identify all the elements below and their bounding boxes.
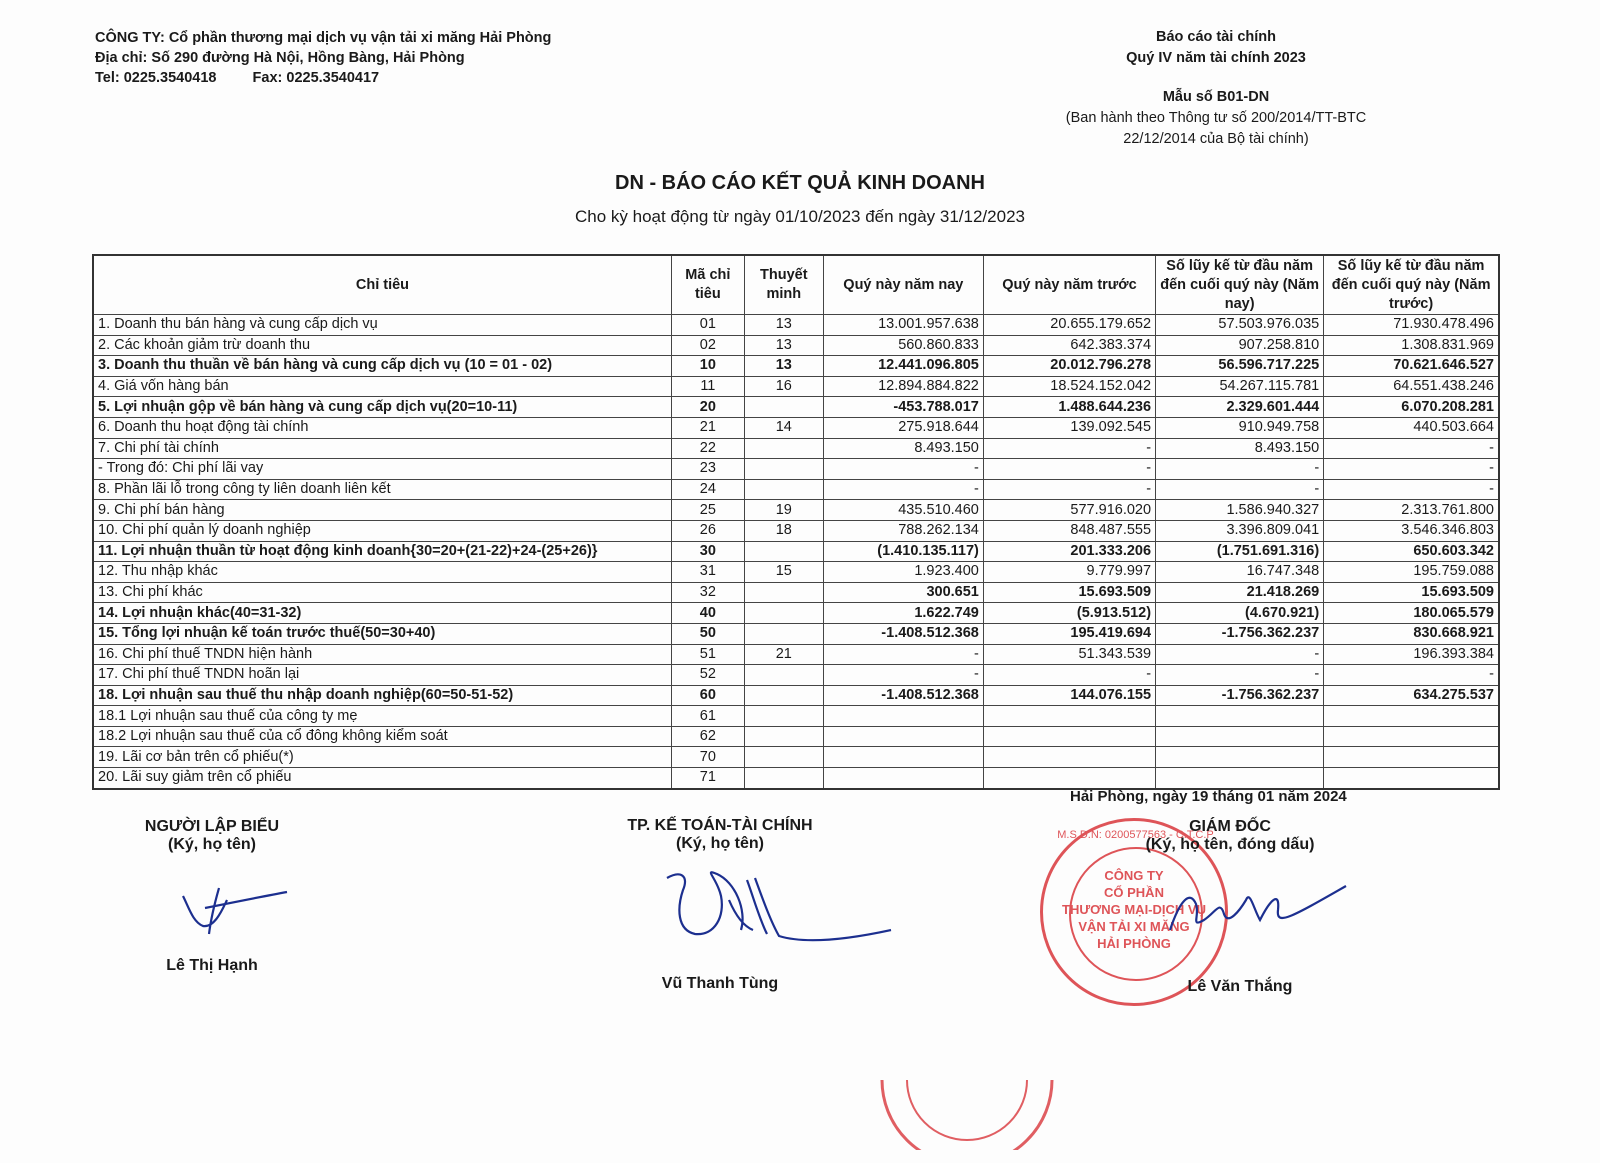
row-quarter-previous: 848.487.555 [983, 520, 1155, 541]
row-code: 25 [671, 500, 744, 521]
report-period-range: Cho kỳ hoạt động từ ngày 01/10/2023 đến ngày 31/12/2023 [575, 207, 1025, 226]
row-ytd-current: - [1156, 479, 1324, 500]
director-name: Lê Văn Thắng [1187, 978, 1293, 995]
row-code: 71 [671, 768, 744, 789]
row-quarter-previous: (5.913.512) [983, 603, 1155, 624]
row-code: 11 [671, 376, 744, 397]
row-label: 4. Giá vốn hàng bán [93, 376, 671, 397]
row-ytd-previous [1324, 747, 1499, 768]
row-note: 16 [744, 376, 823, 397]
row-label: 9. Chi phí bán hàng [93, 500, 671, 521]
row-label: 11. Lợi nhuận thuần từ hoạt động kinh doanh{30=20+(21-22)+24-(25+26)} [93, 541, 671, 562]
preparer-name: Lê Thị Hạnh [166, 957, 258, 974]
row-quarter-current [823, 747, 983, 768]
row-quarter-previous: 577.916.020 [983, 500, 1155, 521]
table-row [93, 603, 1499, 624]
accountant-block [600, 817, 840, 853]
table-row [93, 376, 1499, 397]
row-label: - Trong đó: Chi phí lãi vay [93, 459, 671, 480]
row-ytd-current: -1.756.362.237 [1156, 623, 1324, 644]
row-note [744, 747, 823, 768]
table-row [93, 747, 1499, 768]
row-quarter-previous: 201.333.206 [983, 541, 1155, 562]
row-quarter-previous: 51.343.539 [983, 644, 1155, 665]
row-ytd-current: 8.493.150 [1156, 438, 1324, 459]
row-quarter-current: - [823, 665, 983, 686]
preparer-signature [175, 878, 295, 938]
row-label: 12. Thu nhập khác [93, 562, 671, 583]
table-row [93, 315, 1499, 336]
row-note: 13 [744, 315, 823, 336]
row-ytd-previous: 70.621.646.527 [1324, 356, 1499, 377]
row-code: 31 [671, 562, 744, 583]
row-ytd-previous: 15.693.509 [1324, 582, 1499, 603]
row-code: 23 [671, 459, 744, 480]
row-code: 30 [671, 541, 744, 562]
report-type: Báo cáo tài chính [1155, 29, 1277, 45]
row-quarter-previous: 18.524.152.042 [983, 376, 1155, 397]
row-code: 01 [671, 315, 744, 336]
seal-line: HẢI PHÒNG [1097, 936, 1171, 951]
row-ytd-previous: 195.759.088 [1324, 562, 1499, 583]
row-code: 10 [671, 356, 744, 377]
column-header: Quý này năm trước [983, 255, 1155, 315]
row-label: 19. Lãi cơ bản trên cổ phiếu(*) [93, 747, 671, 768]
row-note [744, 726, 823, 747]
table-row [93, 438, 1499, 459]
row-ytd-current [1156, 747, 1324, 768]
row-note [744, 459, 823, 480]
row-quarter-previous: - [983, 459, 1155, 480]
table-row [93, 768, 1499, 789]
table-row [93, 459, 1499, 480]
row-note: 19 [744, 500, 823, 521]
row-ytd-current: 2.329.601.444 [1156, 397, 1324, 418]
row-note [744, 438, 823, 459]
row-label: 16. Chi phí thuế TNDN hiện hành [93, 644, 671, 665]
preparer-title: NGƯỜI LẬP BIỂU [144, 818, 280, 835]
row-quarter-previous: - [983, 438, 1155, 459]
seal-line: CỔ PHẦN [1104, 885, 1164, 900]
row-ytd-current [1156, 706, 1324, 727]
row-quarter-current: 12.894.884.822 [823, 376, 983, 397]
table-row [93, 335, 1499, 356]
row-quarter-current: (1.410.135.117) [823, 541, 983, 562]
row-ytd-previous: - [1324, 479, 1499, 500]
row-quarter-previous: 195.419.694 [983, 623, 1155, 644]
row-ytd-current: -1.756.362.237 [1156, 685, 1324, 706]
row-label: 15. Tổng lợi nhuận kế toán trước thuế(50=30+40) [93, 623, 671, 644]
row-note: 14 [744, 417, 823, 438]
row-code: 24 [671, 479, 744, 500]
row-code: 32 [671, 582, 744, 603]
row-quarter-previous: 9.779.997 [983, 562, 1155, 583]
row-label: 14. Lợi nhuận khác(40=31-32) [93, 603, 671, 624]
table-row [93, 541, 1499, 562]
row-quarter-previous [983, 706, 1155, 727]
row-quarter-current: 13.001.957.638 [823, 315, 983, 336]
row-ytd-current: 16.747.348 [1156, 562, 1324, 583]
row-quarter-current: 300.651 [823, 582, 983, 603]
row-note [744, 479, 823, 500]
row-note [744, 685, 823, 706]
row-quarter-current: 1.923.400 [823, 562, 983, 583]
row-label: 8. Phần lãi lỗ trong công ty liên doanh liên kết [93, 479, 671, 500]
row-note: 15 [744, 562, 823, 583]
row-note: 13 [744, 356, 823, 377]
income-statement-table [92, 254, 1500, 790]
row-ytd-previous: 2.313.761.800 [1324, 500, 1499, 521]
row-quarter-current: 8.493.150 [823, 438, 983, 459]
row-label: 18. Lợi nhuận sau thuế thu nhập doanh nghiệp(60=50-51-52) [93, 685, 671, 706]
row-label: 18.1 Lợi nhuận sau thuế của công ty mẹ [93, 706, 671, 727]
row-quarter-current: 788.262.134 [823, 520, 983, 541]
seal-line: VẬN TẢI XI MĂNG [1078, 919, 1190, 934]
row-quarter-previous: - [983, 665, 1155, 686]
row-label: 18.2 Lợi nhuận sau thuế của cổ đông không kiểm soát [93, 726, 671, 747]
preparer-block [112, 818, 312, 854]
row-quarter-current: 1.622.749 [823, 603, 983, 624]
row-ytd-previous: 196.393.384 [1324, 644, 1499, 665]
row-note [744, 768, 823, 789]
table-row [93, 623, 1499, 644]
row-code: 70 [671, 747, 744, 768]
report-meta [1036, 27, 1396, 150]
accountant-note: (Ký, họ tên) [676, 835, 764, 852]
director-block [1120, 818, 1340, 854]
row-ytd-current: 910.949.758 [1156, 417, 1324, 438]
table-row [93, 500, 1499, 521]
table-row [93, 397, 1499, 418]
row-code: 50 [671, 623, 744, 644]
form-number: Mẫu số B01-DN [1162, 89, 1270, 105]
row-ytd-previous: 1.308.831.969 [1324, 335, 1499, 356]
table-row [93, 665, 1499, 686]
row-ytd-previous: - [1324, 459, 1499, 480]
row-label: 20. Lãi suy giảm trên cổ phiếu [93, 768, 671, 789]
row-label: 2. Các khoản giảm trừ doanh thu [93, 335, 671, 356]
partial-seal-bottom [872, 1080, 1062, 1150]
preparer-note: (Ký, họ tên) [168, 836, 256, 853]
row-note: 21 [744, 644, 823, 665]
row-code: 60 [671, 685, 744, 706]
row-quarter-previous: 20.655.179.652 [983, 315, 1155, 336]
row-code: 40 [671, 603, 744, 624]
row-ytd-current: - [1156, 665, 1324, 686]
row-code: 51 [671, 644, 744, 665]
column-header: Chỉ tiêu [93, 255, 671, 315]
row-code: 62 [671, 726, 744, 747]
table-row [93, 706, 1499, 727]
company-fax: Fax: 0225.3540417 [252, 70, 380, 86]
row-quarter-previous [983, 747, 1155, 768]
row-code: 02 [671, 335, 744, 356]
report-title: DN - BÁO CÁO KẾT QUẢ KINH DOANH [615, 172, 985, 194]
row-code: 20 [671, 397, 744, 418]
row-quarter-previous: 20.012.796.278 [983, 356, 1155, 377]
table-row [93, 356, 1499, 377]
row-ytd-current: 56.596.717.225 [1156, 356, 1324, 377]
table-row [93, 726, 1499, 747]
table-body [93, 315, 1499, 789]
row-code: 22 [671, 438, 744, 459]
company-name: CÔNG TY: Cổ phần thương mại dịch vụ vận tải xi măng Hải Phòng [95, 30, 552, 46]
column-header: Thuyết minh [744, 255, 823, 315]
row-quarter-previous [983, 768, 1155, 789]
row-ytd-current: 54.267.115.781 [1156, 376, 1324, 397]
table-row [93, 582, 1499, 603]
row-ytd-previous: 634.275.537 [1324, 685, 1499, 706]
accountant-name: Vũ Thanh Tùng [661, 975, 779, 992]
row-note [744, 582, 823, 603]
row-label: 3. Doanh thu thuần về bán hàng và cung cấp dịch vụ (10 = 01 - 02) [93, 356, 671, 377]
company-address: Địa chỉ: Số 290 đường Hà Nội, Hồng Bàng, Hải Phòng [95, 50, 465, 66]
row-note [744, 665, 823, 686]
row-label: 1. Doanh thu bán hàng và cung cấp dịch vụ [93, 315, 671, 336]
row-quarter-previous: 1.488.644.236 [983, 397, 1155, 418]
table-row [93, 520, 1499, 541]
row-quarter-current [823, 726, 983, 747]
column-header: Quý này năm nay [823, 255, 983, 315]
row-ytd-previous: - [1324, 665, 1499, 686]
row-label: 5. Lợi nhuận gộp về bán hàng và cung cấp dịch vụ(20=10-11) [93, 397, 671, 418]
sign-date: Hải Phòng, ngày 19 tháng 01 năm 2024 [1070, 788, 1347, 805]
row-ytd-previous: 650.603.342 [1324, 541, 1499, 562]
row-label: 6. Doanh thu hoạt động tài chính [93, 417, 671, 438]
company-info [95, 28, 551, 88]
row-note [744, 706, 823, 727]
table-row [93, 644, 1499, 665]
row-quarter-current: 560.860.833 [823, 335, 983, 356]
column-header: Mã chỉ tiêu [671, 255, 744, 315]
row-ytd-previous [1324, 706, 1499, 727]
seal-line: THƯƠNG MẠI-DỊCH VỤ [1062, 902, 1206, 917]
row-quarter-current: - [823, 459, 983, 480]
row-code: 52 [671, 665, 744, 686]
company-tel: Tel: 0225.3540418 [95, 70, 217, 86]
row-ytd-previous: 6.070.208.281 [1324, 397, 1499, 418]
report-period: Quý IV năm tài chính 2023 [1126, 50, 1306, 66]
row-code: 61 [671, 706, 744, 727]
row-quarter-previous: 139.092.545 [983, 417, 1155, 438]
row-note [744, 623, 823, 644]
seal-ring-text: M.S.D.N: 0200577563 - C.T.C.P [1057, 829, 1214, 841]
table-row [93, 562, 1499, 583]
row-ytd-current: (1.751.691.316) [1156, 541, 1324, 562]
row-quarter-current: -1.408.512.368 [823, 685, 983, 706]
row-ytd-previous: - [1324, 438, 1499, 459]
row-quarter-current: 12.441.096.805 [823, 356, 983, 377]
row-note [744, 541, 823, 562]
table-row [93, 417, 1499, 438]
row-quarter-previous: - [983, 479, 1155, 500]
table-header-row [93, 255, 1499, 315]
row-note: 18 [744, 520, 823, 541]
row-ytd-previous: 3.546.346.803 [1324, 520, 1499, 541]
accountant-signature [655, 860, 895, 950]
row-quarter-current [823, 768, 983, 789]
row-code: 21 [671, 417, 744, 438]
row-ytd-current: - [1156, 459, 1324, 480]
row-quarter-current: - [823, 644, 983, 665]
row-ytd-current [1156, 726, 1324, 747]
regulation-line-2: 22/12/2014 của Bộ tài chính) [1123, 131, 1309, 147]
row-ytd-current: (4.670.921) [1156, 603, 1324, 624]
row-ytd-current: 3.396.809.041 [1156, 520, 1324, 541]
row-ytd-previous [1324, 726, 1499, 747]
column-header: Số lũy kế từ đầu năm đến cuối quý này (Năm trước) [1324, 255, 1499, 315]
row-ytd-previous [1324, 768, 1499, 789]
row-quarter-current: 435.510.460 [823, 500, 983, 521]
row-ytd-previous: 440.503.664 [1324, 417, 1499, 438]
row-ytd-current: 907.258.810 [1156, 335, 1324, 356]
row-ytd-current: 1.586.940.327 [1156, 500, 1324, 521]
company-contact [95, 68, 551, 88]
table-row [93, 479, 1499, 500]
row-note [744, 603, 823, 624]
row-ytd-previous: 180.065.579 [1324, 603, 1499, 624]
row-quarter-current [823, 706, 983, 727]
row-note [744, 397, 823, 418]
row-label: 13. Chi phí khác [93, 582, 671, 603]
row-quarter-current: -453.788.017 [823, 397, 983, 418]
row-quarter-previous [983, 726, 1155, 747]
row-quarter-current: -1.408.512.368 [823, 623, 983, 644]
director-signature [1150, 870, 1350, 950]
regulation-line-1: (Ban hành theo Thông tư số 200/2014/TT-BTC [1065, 110, 1367, 126]
accountant-title: TP. KẾ TOÁN-TÀI CHÍNH [627, 817, 813, 834]
row-ytd-previous: 71.930.478.496 [1324, 315, 1499, 336]
row-quarter-current: - [823, 479, 983, 500]
table-row [93, 685, 1499, 706]
row-note: 13 [744, 335, 823, 356]
row-ytd-current: - [1156, 644, 1324, 665]
row-quarter-previous: 642.383.374 [983, 335, 1155, 356]
row-code: 26 [671, 520, 744, 541]
director-note: (Ký, họ tên, đóng dấu) [1145, 836, 1315, 853]
row-ytd-previous: 830.668.921 [1324, 623, 1499, 644]
seal-line: CÔNG TY [1104, 868, 1164, 883]
row-ytd-current: 57.503.976.035 [1156, 315, 1324, 336]
row-label: 7. Chi phí tài chính [93, 438, 671, 459]
row-ytd-previous: 64.551.438.246 [1324, 376, 1499, 397]
column-header: Số lũy kế từ đầu năm đến cuối quý này (Năm nay) [1156, 255, 1324, 315]
row-label: 10. Chi phí quản lý doanh nghiệp [93, 520, 671, 541]
row-quarter-previous: 15.693.509 [983, 582, 1155, 603]
row-ytd-current [1156, 768, 1324, 789]
row-quarter-current: 275.918.644 [823, 417, 983, 438]
row-label: 17. Chi phí thuế TNDN hoãn lại [93, 665, 671, 686]
row-ytd-current: 21.418.269 [1156, 582, 1324, 603]
row-quarter-previous: 144.076.155 [983, 685, 1155, 706]
director-title: GIÁM ĐỐC [1189, 818, 1271, 835]
